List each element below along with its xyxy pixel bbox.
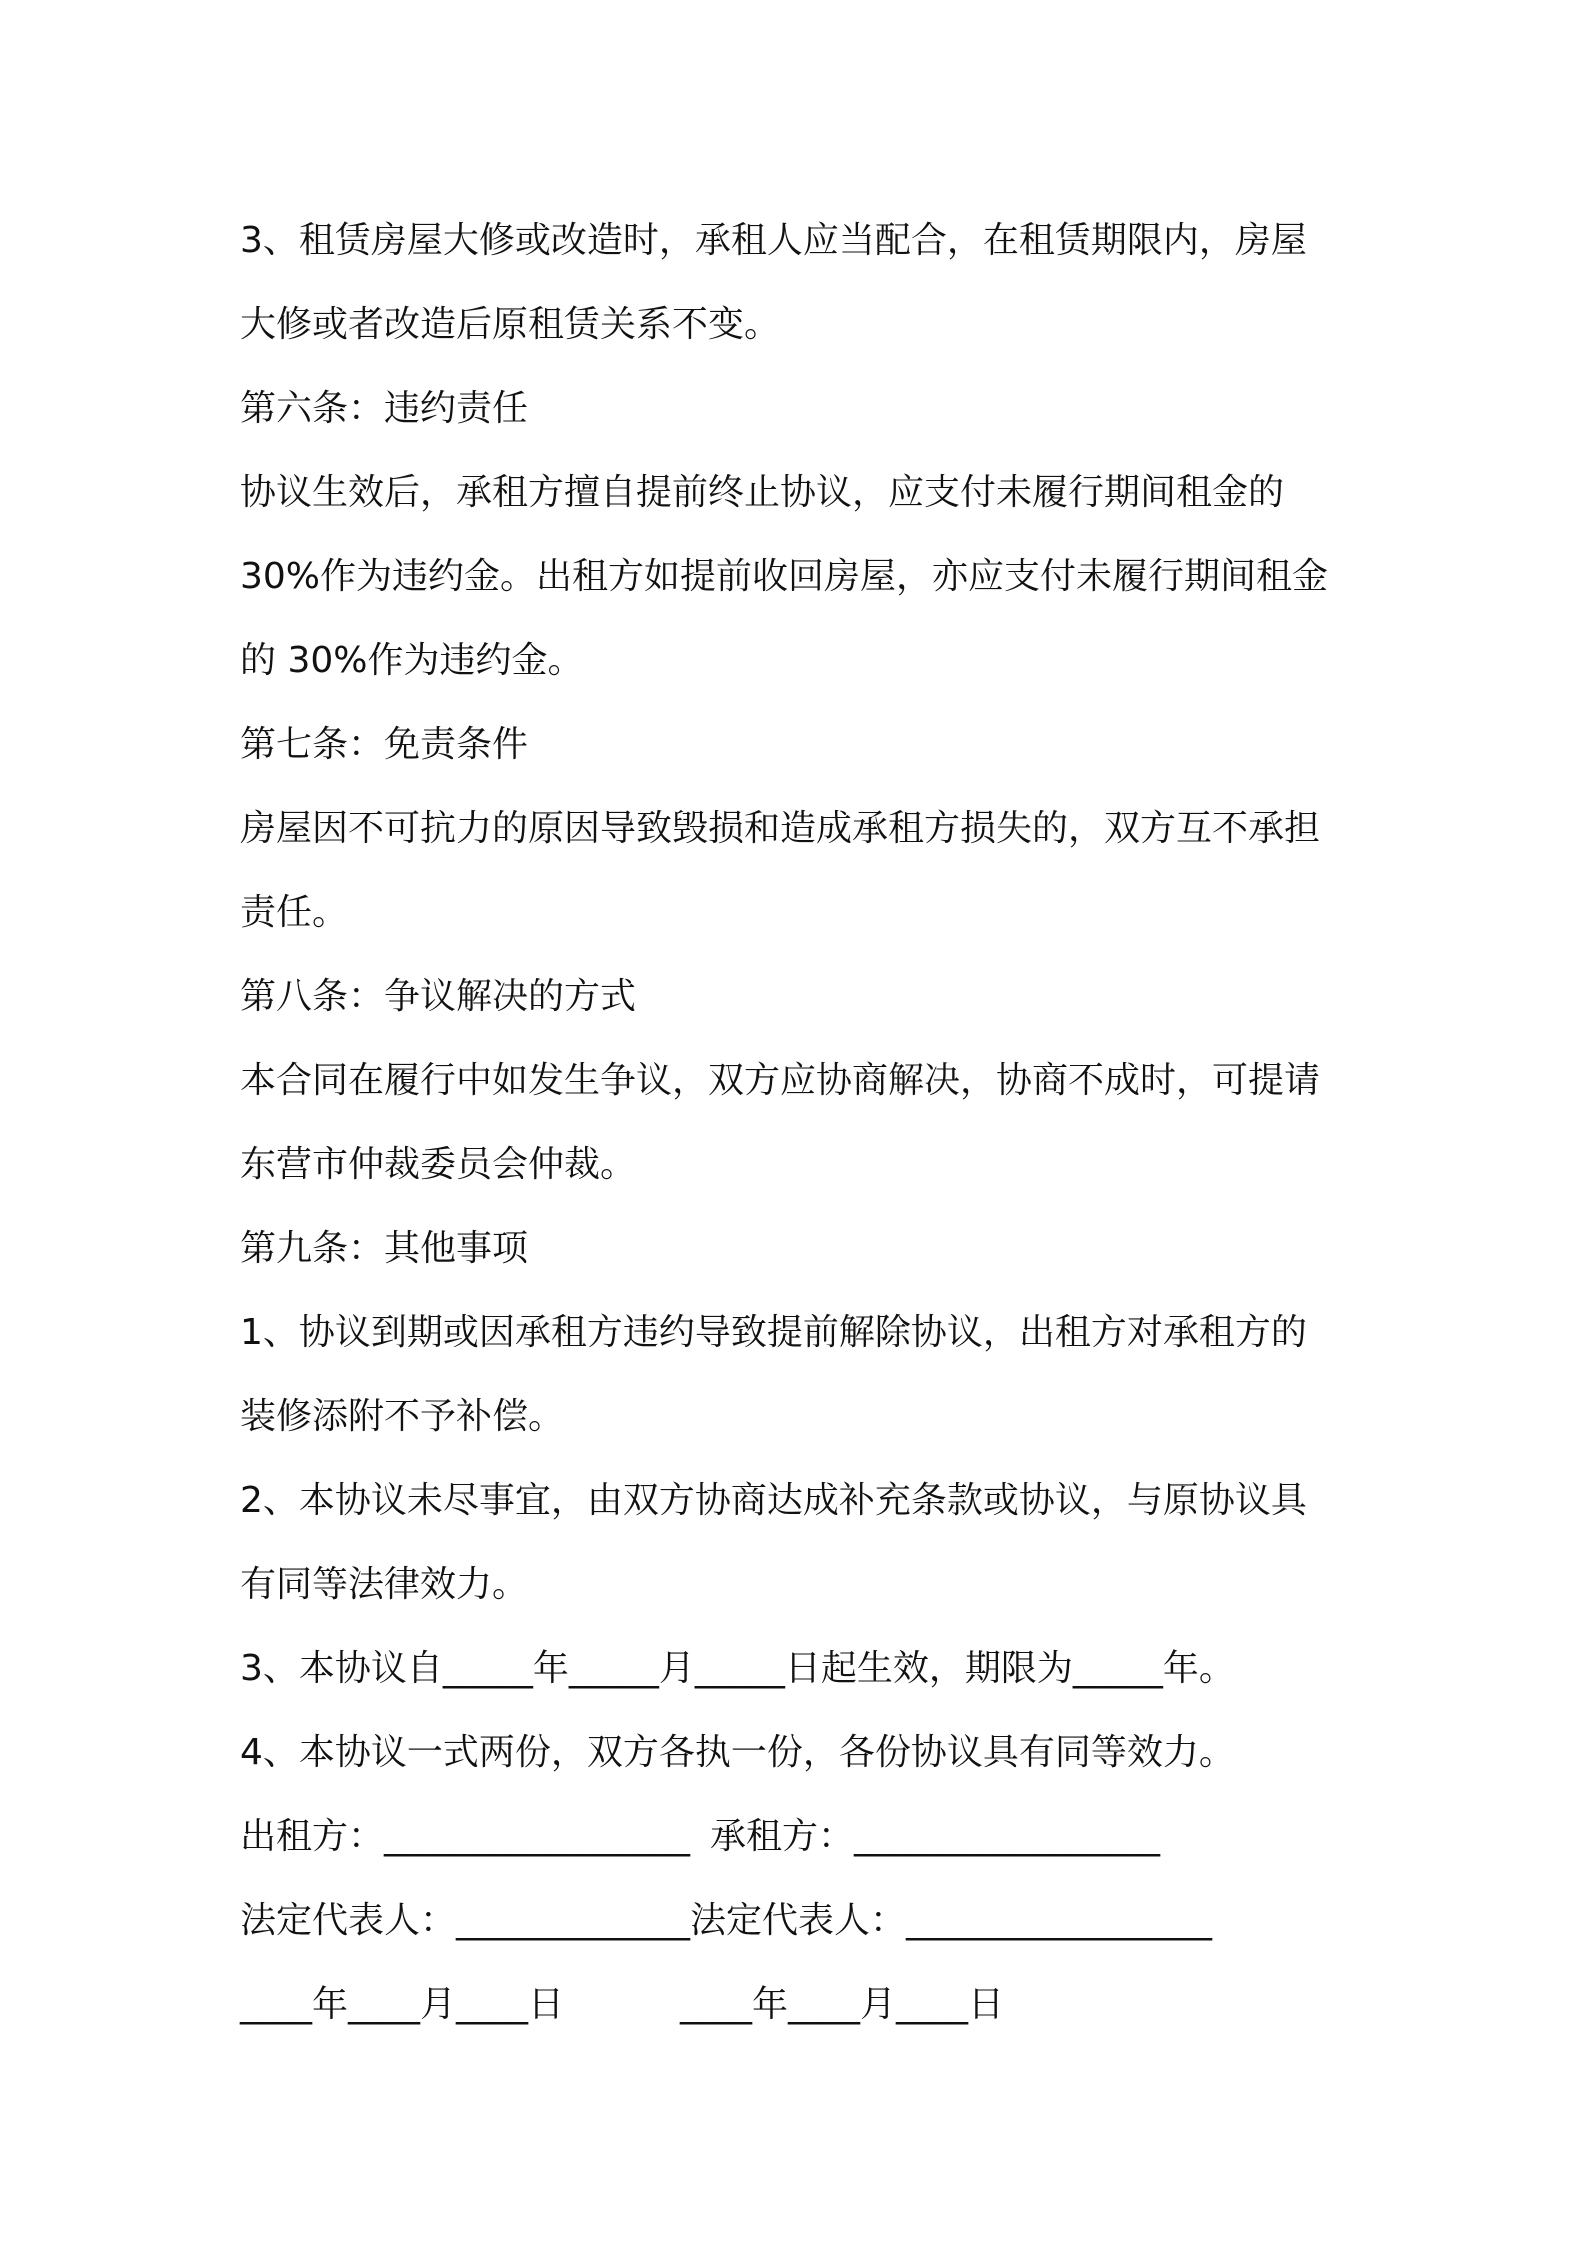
lessor-date-field: ____年____月____日	[240, 1984, 565, 2025]
signature-parties-row	[240, 1795, 1360, 1879]
article-9-item-2-line-1: 2、本协议未尽事宜，由双方协商达成补充条款或协议，与原协议具	[240, 1480, 1307, 1521]
article-7-heading: 第七条：免责条件	[240, 724, 529, 765]
signature-representatives-row	[240, 1879, 1360, 1963]
article-7-text-line-2: 责任。	[240, 892, 349, 933]
lessor-representative-field: 法定代表人：_____________	[240, 1900, 691, 1941]
article-9-heading: 第九条：其他事项	[240, 1228, 529, 1269]
lessee-representative-field: 法定代表人：_________________	[690, 1900, 1213, 1941]
article-6-heading: 第六条：违约责任	[240, 388, 529, 429]
article-8-text-line-2: 东营市仲裁委员会仲裁。	[240, 1144, 637, 1185]
article-6-text-line-3: 的 30%作为违约金。	[240, 640, 584, 681]
article-6-text-line-1: 协议生效后，承租方擅自提前终止协议，应支付未履行期间租金的	[240, 472, 1285, 513]
lessee-date-field: ____年____月____日	[680, 1984, 1005, 2025]
article-6-text-line-2: 30%作为违约金。出租方如提前收回房屋，亦应支付未履行期间租金	[240, 556, 1329, 597]
article-9-item-3: 3、本协议自_____年_____月_____日起生效，期限为_____年。	[240, 1648, 1235, 1689]
clause-5-item-3-line-1: 3、租赁房屋大修或改造时，承租人应当配合，在租赁期限内，房屋	[240, 220, 1307, 261]
lessor-signature-field: 出租方：_________________	[240, 1816, 691, 1857]
article-9-item-2-line-2: 有同等法律效力。	[240, 1564, 529, 1605]
clause-5-item-3-line-2: 大修或者改造后原租赁关系不变。	[240, 304, 781, 345]
signature-dates-row	[240, 1963, 1360, 2047]
lessee-signature-field: 承租方：_________________	[710, 1816, 1161, 1857]
document-page	[240, 199, 1360, 2047]
article-9-item-1-line-2: 装修添附不予补偿。	[240, 1396, 565, 1437]
article-8-heading: 第八条：争议解决的方式	[240, 976, 637, 1017]
article-9-item-1-line-1: 1、协议到期或因承租方违约导致提前解除协议，出租方对承租方的	[240, 1312, 1307, 1353]
article-8-text-line-1: 本合同在履行中如发生争议，双方应协商解决，协商不成时，可提请	[240, 1060, 1321, 1101]
article-9-item-4: 4、本协议一式两份，双方各执一份，各份协议具有同等效力。	[240, 1732, 1235, 1773]
article-7-text-line-1: 房屋因不可抗力的原因导致毁损和造成承租方损失的，双方互不承担	[240, 808, 1321, 849]
